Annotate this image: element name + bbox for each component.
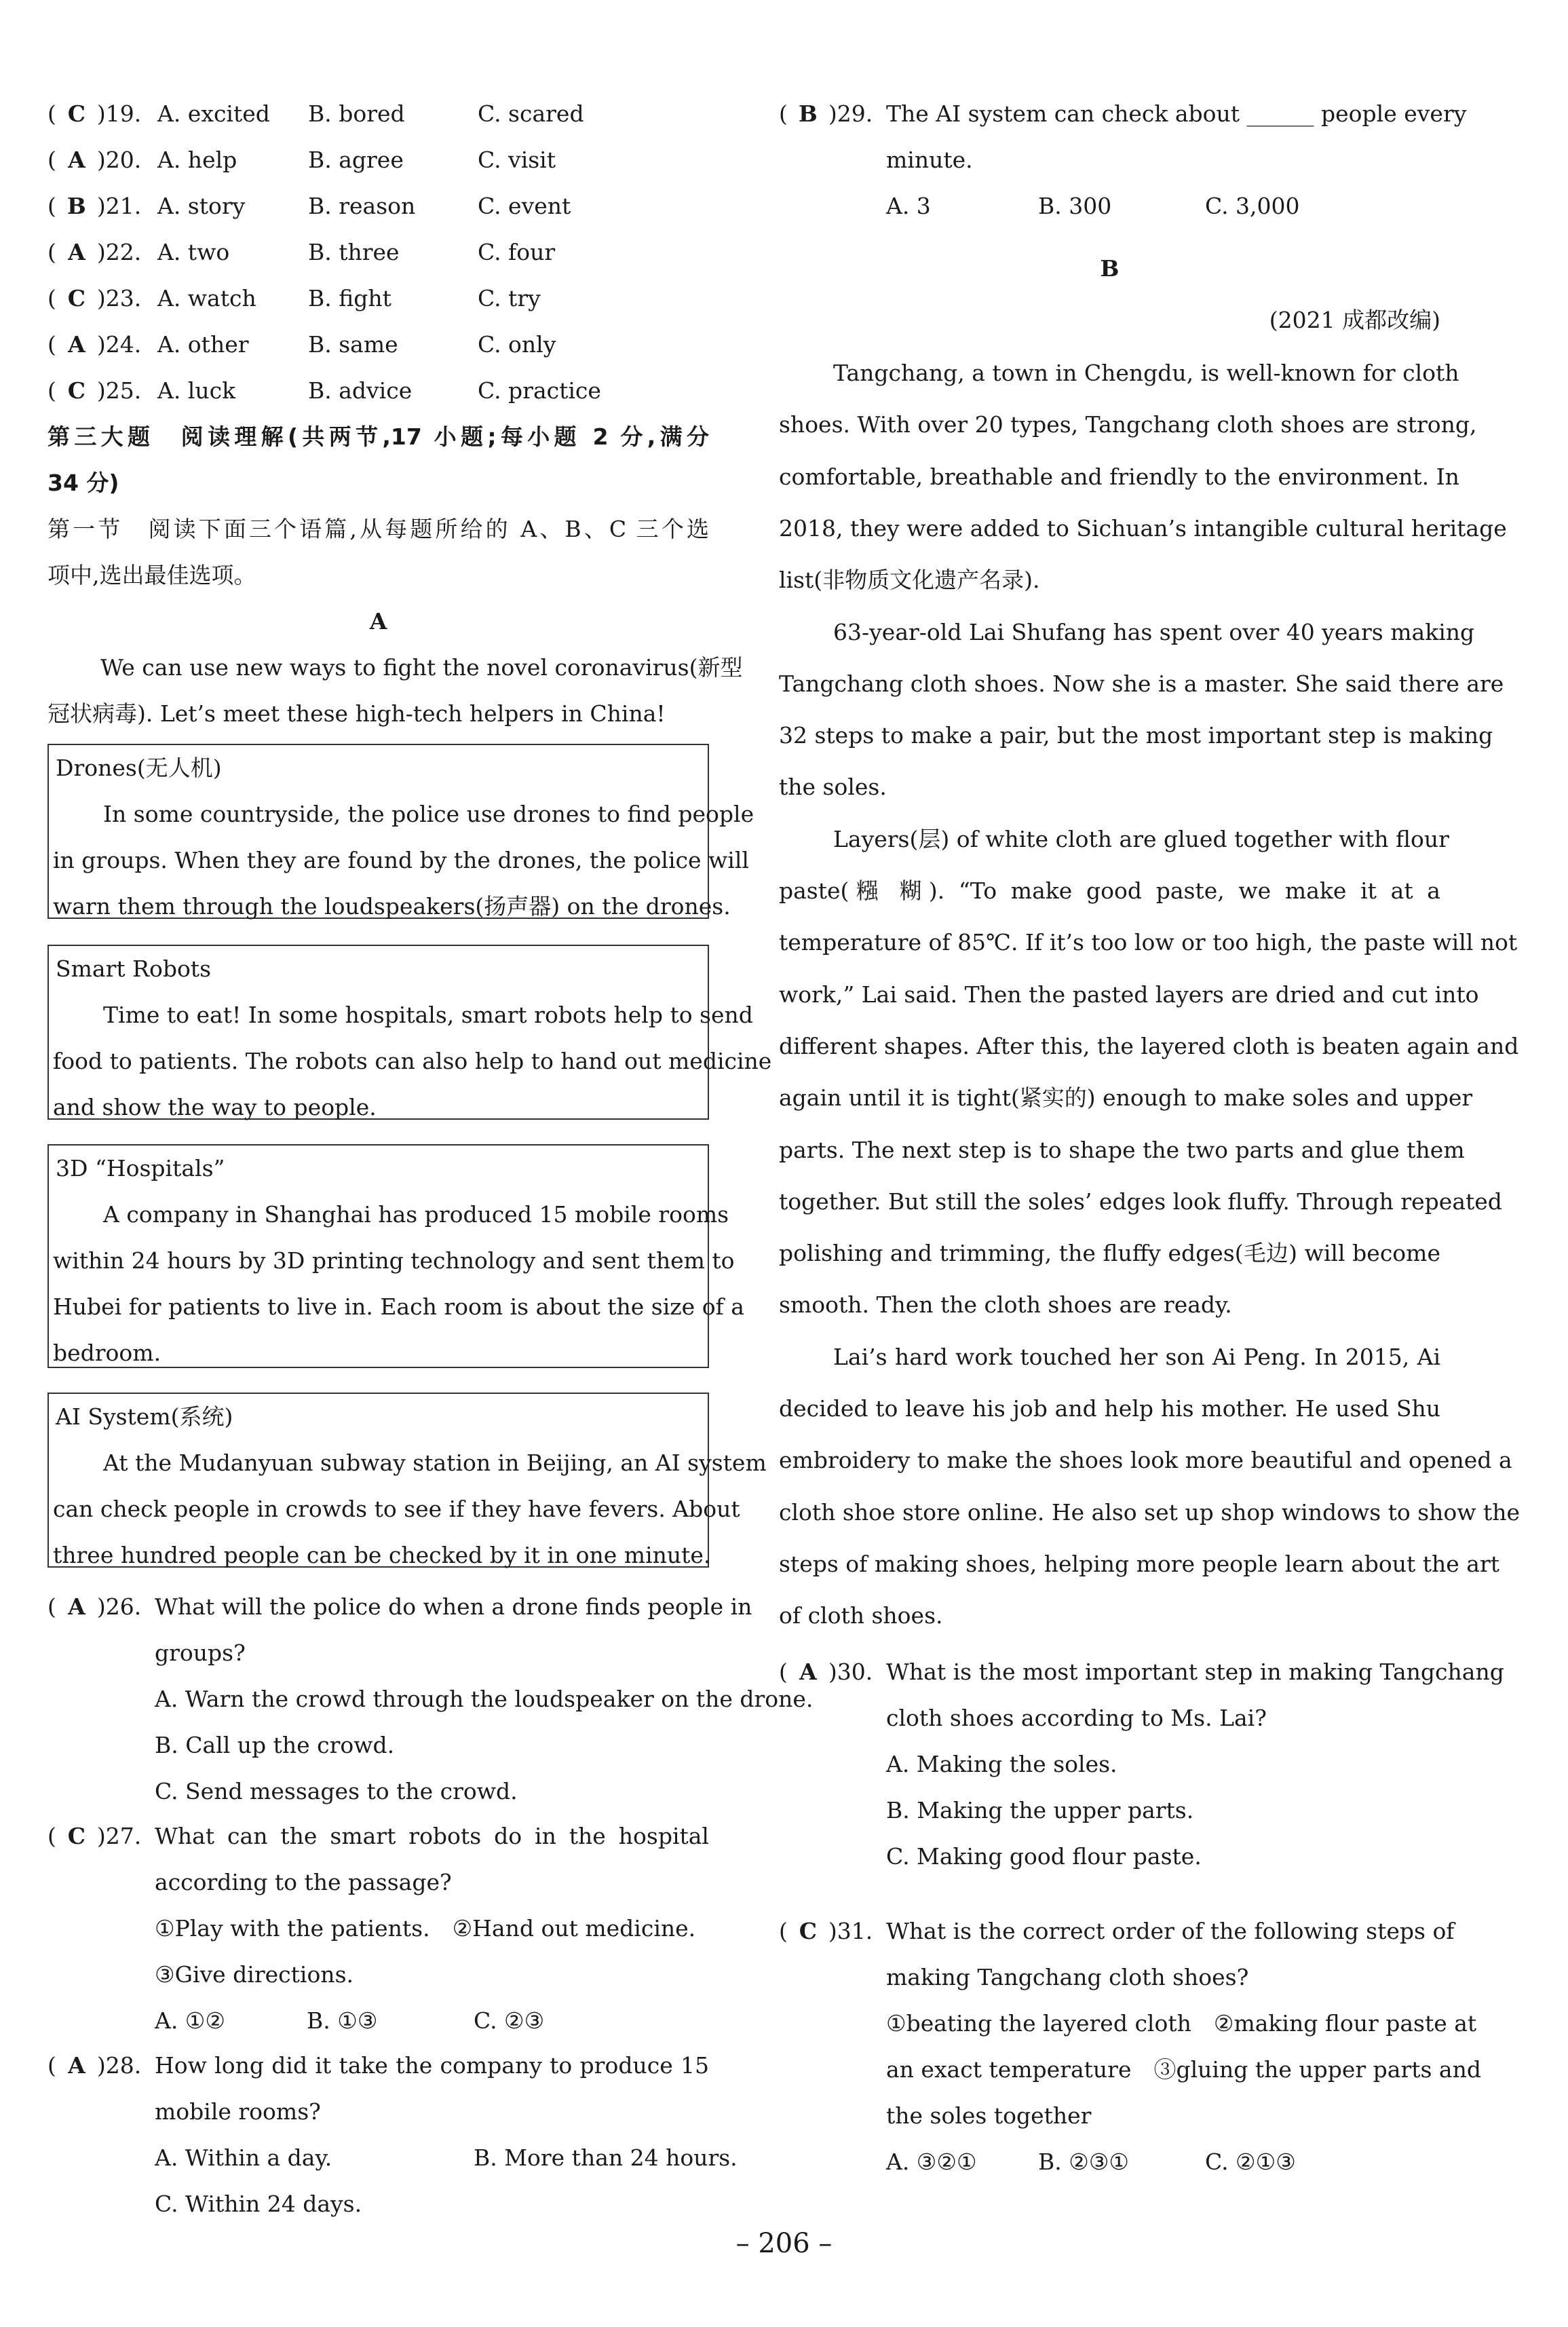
answer-letter: C [67, 1823, 85, 1849]
question-stem-cont: mobile rooms? [155, 2098, 321, 2125]
paragraph-line: steps of making shoes, helping more people learn about the art [779, 1550, 1499, 1577]
option-a: A. ③②① [886, 2149, 977, 2175]
question-number: 26. [105, 1593, 142, 1620]
option-a: A. watch [157, 285, 256, 311]
section-heading-cont: 34 分) [47, 470, 119, 496]
answer-mark [779, 1659, 873, 1686]
paren-open: ( [47, 285, 56, 311]
paragraph-line: 63-year-old Lai Shufang has spent over 40 years making [833, 618, 1475, 645]
info-box [47, 1144, 744, 1368]
paragraph-line: shoes. With over 20 types, Tangchang cloth shoes are strong, [779, 411, 1477, 438]
paren-close: ) [96, 239, 106, 265]
instruction: 第一节 阅读下面三个语篇,从每题所给的 A、B、C 三个选 [47, 516, 709, 542]
question-stem: What is the correct order of the following steps of [886, 1918, 1455, 1944]
statement-option: ③Give directions. [155, 1961, 353, 1988]
option-a: A. other [157, 331, 249, 358]
paragraph-line: parts. The next step is to shape the two parts and glue them [779, 1136, 1465, 1163]
answer-letter: A [799, 1659, 817, 1685]
paren-open: ( [47, 147, 56, 173]
paren-close: ) [96, 2052, 106, 2079]
paren-close: ) [96, 377, 106, 404]
paren-close: ) [96, 1593, 106, 1620]
paren-open: ( [779, 1918, 788, 1944]
box-text-line: Hubei for patients to live in. Each room is about the size of a [53, 1293, 744, 1320]
info-box [47, 945, 772, 1120]
answer-letter: A [68, 147, 85, 173]
info-box [47, 1393, 767, 1568]
paren-open: ( [47, 100, 56, 127]
option-b: B. ①③ [307, 2007, 378, 2034]
paragraph-line: polishing and trimming, the fluffy edges(毛边) will become [779, 1240, 1440, 1267]
box-text-line: food to patients. The robots can also help to hand out medicine [53, 1048, 772, 1074]
box-text-line: At the Mudanyuan subway station in Beijing, an AI system [103, 1450, 767, 1476]
option-c: C. try [478, 285, 541, 311]
question-number: 30. [837, 1659, 873, 1685]
answer-mark [47, 331, 141, 358]
paren-open: ( [47, 2052, 56, 2079]
option-a: A. Warn the crowd through the loudspeaker on the drone. [155, 1686, 814, 1712]
paren-open: ( [779, 1659, 788, 1685]
paren-open: ( [779, 100, 788, 127]
answer-letter: C [67, 377, 85, 404]
option-b: B. 300 [1038, 193, 1112, 219]
paren-open: ( [47, 331, 56, 358]
question-stem-cont: groups? [155, 1640, 246, 1666]
paren-open: ( [47, 1593, 56, 1620]
paren-close: ) [96, 331, 106, 358]
question-stem: What can the smart robots do in the hospital [155, 1823, 709, 1849]
answer-mark [47, 285, 141, 312]
info-box [47, 744, 754, 920]
question-number: 28. [105, 2052, 142, 2079]
answer-mark [47, 147, 141, 174]
paragraph-line: comfortable, breathable and friendly to the environment. In [779, 463, 1459, 490]
option-a: A. Within a day. [155, 2144, 332, 2171]
passage-a-label: A [369, 608, 387, 635]
option-c: C. four [478, 239, 556, 265]
paragraph-line: Layers(层) of white cloth are glued together with flour [833, 825, 1449, 852]
passage-b-label: B [1100, 255, 1120, 282]
question-stem: What will the police do when a drone finds people in [155, 1593, 752, 1620]
question-stem-cont: making Tangchang cloth shoes? [886, 1964, 1249, 1990]
option-b: B. reason [308, 193, 416, 219]
option-a: A. luck [157, 377, 236, 404]
option-c: C. only [478, 331, 556, 358]
question-stem: The AI system can check about ______ people every [886, 100, 1467, 127]
answer-letter: C [67, 285, 85, 311]
option-b: B. same [308, 331, 398, 358]
option-b: B. Call up the crowd. [155, 1732, 395, 1758]
paren-close: ) [828, 1659, 837, 1685]
question-stem-cont: minute. [886, 147, 973, 173]
option-c: C. Making good flour paste. [886, 1843, 1202, 1870]
section-heading: 第三大题 阅读理解(共两节,17 小题;每小题 2 分,满分 [47, 423, 709, 450]
question-number: 21. [105, 193, 142, 219]
option-b: B. More than 24 hours. [474, 2144, 738, 2171]
question-number: 22. [105, 239, 142, 265]
paren-close: ) [96, 147, 106, 173]
answer-letter: C [799, 1918, 817, 1944]
paren-open: ( [47, 1823, 56, 1849]
answer-letter: A [68, 1593, 85, 1620]
statement-option: an exact temperature ③gluing the upper parts and [886, 2056, 1481, 2083]
question-stem-cont: according to the passage? [155, 1869, 452, 1895]
paragraph-line: Tangchang cloth shoes. Now she is a master. She said there are [779, 670, 1504, 697]
answer-mark [47, 377, 141, 404]
box-text-line: warn them through the loudspeakers(扬声器) on the drones. [53, 893, 731, 920]
paragraph-line: the soles. [779, 774, 887, 801]
box-text-line: A company in Shanghai has produced 15 mobile rooms [103, 1201, 729, 1228]
question-number: 20. [105, 147, 142, 173]
paragraph-line: 2018, they were added to Sichuan’s intangible cultural heritage [779, 514, 1507, 542]
paragraph-line: Lai’s hard work touched her son Ai Peng. In 2015, Ai [833, 1343, 1440, 1370]
option-c: C. ②③ [474, 2007, 545, 2034]
box-title: Smart Robots [56, 956, 212, 982]
box-title: AI System(系统) [56, 1403, 233, 1430]
answer-mark [47, 193, 141, 220]
question-stem: How long did it take the company to produce 15 [155, 2052, 709, 2079]
paragraph-line: embroidery to make the shoes look more beautiful and opened a [779, 1447, 1512, 1474]
paren-open: ( [47, 193, 56, 219]
option-c: C. visit [478, 147, 556, 173]
instruction-cont: 项中,选出最佳选项。 [47, 562, 256, 588]
paren-close: ) [96, 285, 106, 311]
box-text-line: within 24 hours by 3D printing technology and sent them to [53, 1247, 735, 1274]
passage-a-intro: We can use new ways to fight the novel coronavirus(新型 [100, 654, 743, 681]
answer-letter: A [68, 239, 85, 265]
paragraph-line: different shapes. After this, the layered cloth is beaten again and [779, 1032, 1519, 1059]
option-b: B. bored [308, 100, 405, 127]
box-text-line: Time to eat! In some hospitals, smart robots help to send [103, 1002, 753, 1028]
passage-source: (2021 成都改编) [1269, 307, 1440, 333]
option-b: B. three [308, 239, 400, 265]
box-title: 3D “Hospitals” [56, 1155, 225, 1181]
option-c: C. Send messages to the crowd. [155, 1778, 518, 1804]
paren-open: ( [47, 239, 56, 265]
paragraph-line: together. But still the soles’ edges look fluffy. Through repeated [779, 1188, 1502, 1215]
question-number: 24. [105, 331, 142, 358]
question-number: 23. [105, 285, 142, 311]
answer-mark [47, 1823, 141, 1850]
option-a: A. Making the soles. [886, 1751, 1117, 1777]
question-stem: What is the most important step in making Tangchang [886, 1659, 1504, 1685]
paragraph-line: 32 steps to make a pair, but the most important step is making [779, 722, 1493, 749]
question-stem-cont: cloth shoes according to Ms. Lai? [886, 1705, 1267, 1731]
box-text-line: can check people in crowds to see if they have fevers. About [53, 1496, 740, 1522]
option-b: B. Making the upper parts. [886, 1797, 1194, 1823]
box-text-line: bedroom. [53, 1340, 161, 1366]
box-text-line: and show the way to people. [53, 1094, 377, 1120]
answer-mark [47, 1593, 141, 1621]
paragraph-line: work,” Lai said. Then the pasted layers are dried and cut into [779, 981, 1479, 1008]
option-c: C. 3,000 [1205, 193, 1300, 219]
paragraph-line: temperature of 85℃. If it’s too low or too high, the paste will not [779, 929, 1518, 956]
paragraph-line: paste(糨 糊). “To make good paste, we make it at a [779, 877, 1440, 904]
box-text-line: In some countryside, the police use drones to find people [103, 801, 754, 827]
question-number: 19. [105, 100, 142, 127]
question-number: 29. [837, 100, 873, 127]
option-a: A. help [157, 147, 237, 173]
answer-mark [779, 100, 873, 128]
paren-open: ( [47, 377, 56, 404]
answer-letter: B [66, 193, 86, 219]
answer-letter: A [68, 2052, 85, 2079]
option-b: B. ②③① [1038, 2149, 1129, 2175]
option-b: B. fight [308, 285, 391, 311]
paren-close: ) [828, 1918, 837, 1944]
option-c: C. scared [478, 100, 584, 127]
paren-close: ) [828, 100, 837, 127]
option-a: A. ①② [155, 2007, 225, 2034]
box-text-line: in groups. When they are found by the drones, the police will [53, 847, 749, 873]
option-a: A. story [157, 193, 246, 219]
option-a: A. two [157, 239, 230, 265]
paren-close: ) [96, 1823, 106, 1849]
answer-letter: B [798, 100, 818, 127]
question-number: 27. [105, 1823, 142, 1849]
paragraph-line: list(非物质文化遗产名录). [779, 567, 1040, 594]
passage-a-intro-cont: 冠状病毒). Let’s meet these high-tech helpers in China! [47, 700, 666, 727]
paragraph-line: Tangchang, a town in Chengdu, is well-known for cloth [833, 360, 1459, 386]
paragraph-line: cloth shoe store online. He also set up shop windows to show the [779, 1498, 1521, 1526]
answer-mark [779, 1918, 873, 1945]
option-c: C. event [478, 193, 571, 219]
answer-letter: C [67, 100, 85, 127]
answer-mark [47, 100, 141, 128]
paragraph-line: decided to leave his job and help his mother. He used Shu [779, 1395, 1440, 1422]
option-c: C. practice [478, 377, 601, 404]
paragraph-line: again until it is tight(紧实的) enough to make soles and upper [779, 1084, 1473, 1112]
answer-mark [47, 2052, 141, 2079]
option-a: A. excited [157, 100, 270, 127]
paragraph-line: smooth. Then the cloth shoes are ready. [779, 1291, 1232, 1319]
paren-close: ) [96, 100, 106, 127]
question-number: 31. [837, 1918, 873, 1944]
option-c: C. ②①③ [1205, 2149, 1296, 2175]
box-title: Drones(无人机) [56, 755, 222, 781]
box-text-line: three hundred people can be checked by it in one minute. [53, 1542, 711, 1568]
option-b: B. advice [308, 377, 413, 404]
option-a: A. 3 [886, 193, 931, 219]
answer-mark [47, 239, 141, 266]
statement-option: ①beating the layered cloth ②making flour paste at [886, 2010, 1477, 2037]
page-number: – 206 – [735, 2228, 833, 2259]
answer-letter: A [68, 331, 85, 358]
option-c: C. Within 24 days. [155, 2191, 362, 2217]
statement-option: ①Play with the patients. ②Hand out medicine. [155, 1915, 696, 1942]
paragraph-line: of cloth shoes. [779, 1602, 943, 1629]
paren-close: ) [96, 193, 106, 219]
option-b: B. agree [308, 147, 404, 173]
statement-option: the soles together [886, 2102, 1092, 2129]
question-number: 25. [105, 377, 142, 404]
